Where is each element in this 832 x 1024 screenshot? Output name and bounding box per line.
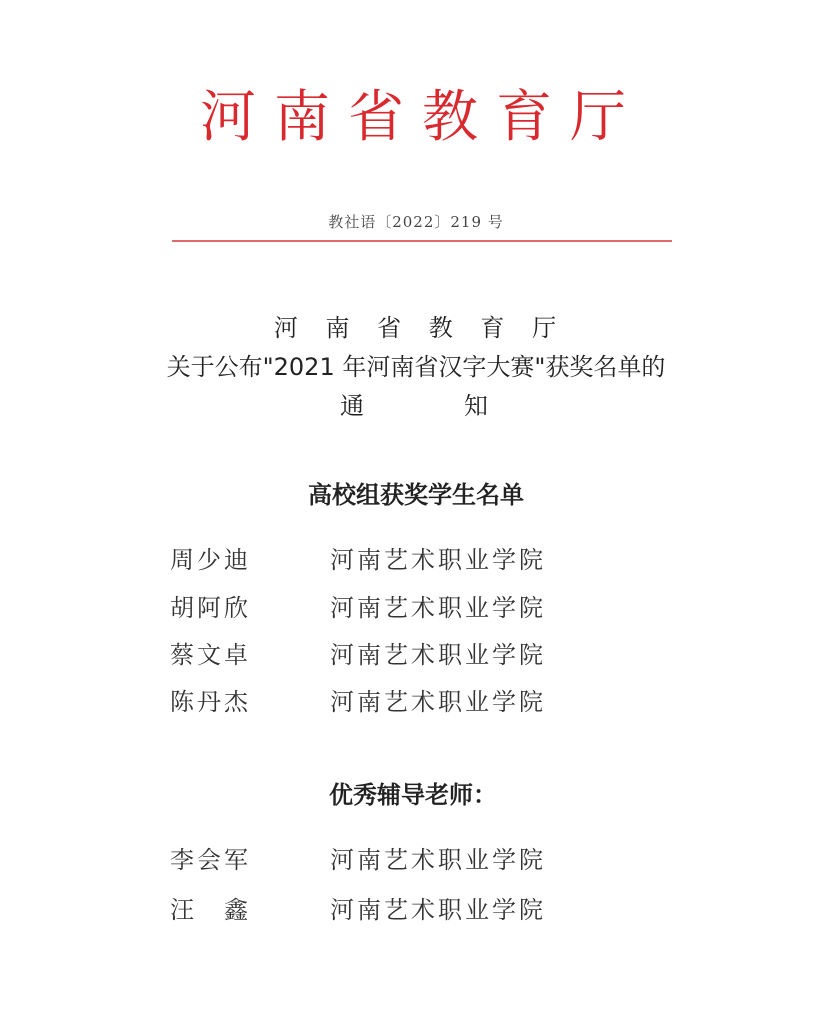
student-row: [0, 540, 832, 576]
notice-title-char-tong: 通: [340, 392, 368, 420]
teacher-row: [0, 890, 832, 926]
student-school: 河南艺术职业学院: [330, 546, 546, 574]
teacher-name: 汪 鑫: [170, 896, 251, 924]
teacher-school: 河南艺术职业学院: [330, 846, 546, 874]
teacher-school: 河南艺术职业学院: [330, 896, 546, 924]
notice-title-line-1: 河 南 省 教 育 厅: [273, 314, 567, 342]
student-school: 河南艺术职业学院: [330, 688, 546, 716]
student-school: 河南艺术职业学院: [330, 594, 546, 622]
student-name: 周少迪: [170, 546, 251, 574]
student-list-heading: 高校组获奖学生名单: [308, 481, 524, 509]
student-school: 河南艺术职业学院: [330, 641, 546, 669]
issuer-header: 河南省教育厅: [200, 85, 644, 150]
notice-title-line-2: 关于公布"2021 年河南省汉字大赛"获奖名单的: [166, 353, 666, 381]
student-name: 胡阿欣: [170, 594, 251, 622]
student-row: [0, 682, 832, 718]
student-name: 蔡文卓: [170, 641, 251, 669]
notice-title-line-3: [0, 386, 832, 421]
document-number: 教社语〔2022〕219 号: [328, 213, 504, 231]
teacher-name: 李会军: [170, 846, 251, 874]
notice-title-char-zhi: 知: [464, 392, 492, 420]
teacher-list-heading: 优秀辅导老师：: [329, 781, 497, 809]
student-name: 陈丹杰: [170, 688, 251, 716]
red-divider-line: [172, 240, 672, 242]
student-row: [0, 588, 832, 624]
teacher-row: [0, 840, 832, 876]
student-row: [0, 635, 832, 671]
